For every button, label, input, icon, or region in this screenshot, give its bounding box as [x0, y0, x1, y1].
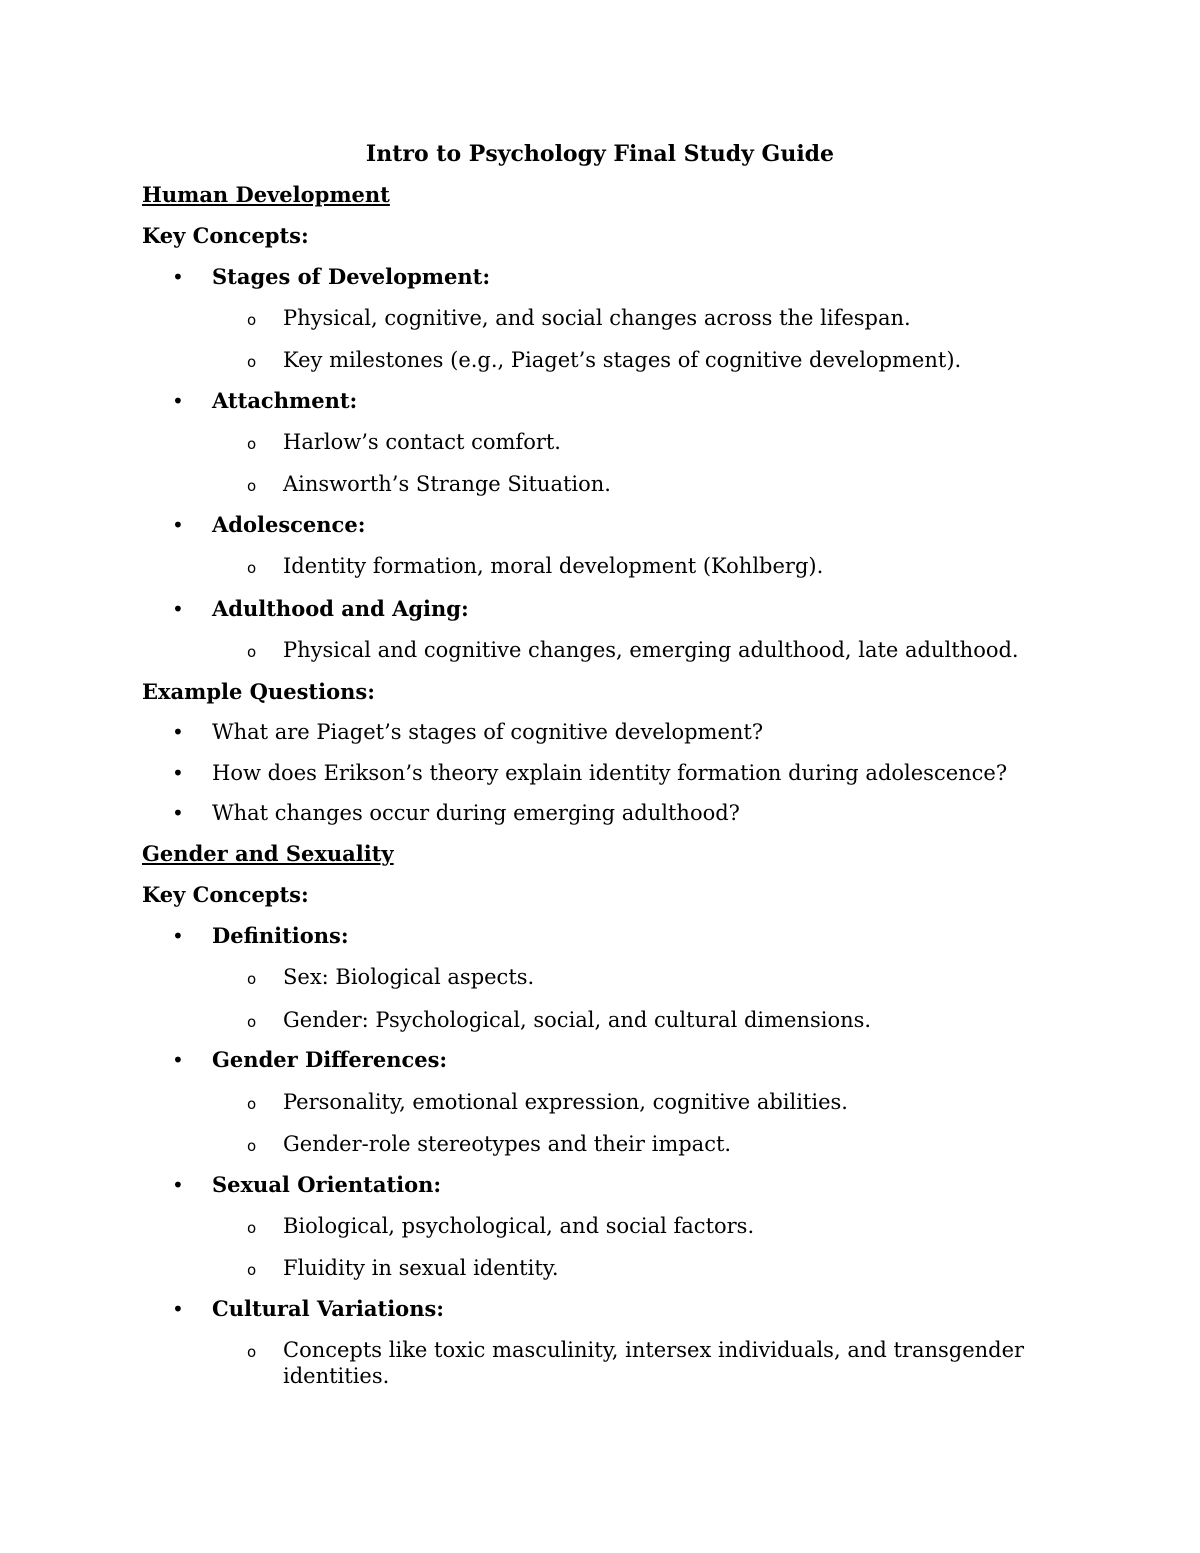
concept-label: Sexual Orientation:: [212, 1172, 442, 1197]
sub-item-text: Gender-role stereotypes and their impact.: [283, 1132, 732, 1156]
circle-bullet-icon: o: [247, 477, 257, 495]
circle-bullet-icon: o: [247, 643, 257, 661]
sub-item-text: Physical, cognitive, and social changes across the lifespan.: [283, 306, 911, 330]
concept-label: Adulthood and Aging:: [212, 596, 469, 621]
sub-item-text: Identity formation, moral development (Kohlberg).: [283, 554, 824, 578]
concept-label: Gender Differences:: [212, 1047, 448, 1072]
sub-item-text: Ainsworth’s Strange Situation.: [283, 472, 611, 496]
circle-bullet-icon: o: [247, 1261, 257, 1279]
question-text: How does Erikson’s theory explain identity formation during adolescence?: [212, 761, 1008, 785]
question-text: What changes occur during emerging adulthood?: [212, 801, 740, 825]
sub-item-text: Fluidity in sexual identity.: [283, 1256, 559, 1280]
sub-item-text: Concepts like toxic masculinity, intersex individuals, and transgender identities.: [283, 1338, 1025, 1388]
sub-item-text: Key milestones (e.g., Piaget’s stages of cognitive development).: [283, 348, 962, 372]
key-concepts-label: Key Concepts:: [142, 882, 309, 907]
concept-label: Definitions:: [212, 923, 349, 948]
key-concepts-label: Key Concepts:: [142, 223, 309, 248]
circle-bullet-icon: o: [247, 1013, 257, 1031]
page-title: Intro to Psychology Final Study Guide: [365, 141, 835, 167]
bullet-icon: •: [172, 1173, 184, 1197]
circle-bullet-icon: o: [247, 311, 257, 329]
section-heading-gender-and-sexuality: Gender and Sexuality: [142, 841, 394, 866]
circle-bullet-icon: o: [247, 1095, 257, 1113]
circle-bullet-icon: o: [247, 1219, 257, 1237]
bullet-icon: •: [172, 801, 184, 825]
bullet-icon: •: [172, 924, 184, 948]
bullet-icon: •: [172, 1048, 184, 1072]
circle-bullet-icon: o: [247, 1137, 257, 1155]
concept-label: Stages of Development:: [212, 264, 491, 289]
circle-bullet-icon: o: [247, 435, 257, 453]
sub-item-text: Personality, emotional expression, cognitive abilities.: [283, 1090, 848, 1114]
sub-item-text: Sex: Biological aspects.: [283, 965, 535, 989]
sub-item-text: Biological, psychological, and social factors.: [283, 1214, 755, 1238]
concept-label: Attachment:: [212, 388, 358, 413]
concept-label: Adolescence:: [212, 512, 366, 537]
example-questions-label: Example Questions:: [142, 679, 375, 704]
question-text: What are Piaget’s stages of cognitive development?: [212, 720, 764, 744]
section-heading-human-development: Human Development: [142, 182, 390, 207]
bullet-icon: •: [172, 597, 184, 621]
circle-bullet-icon: o: [247, 1343, 257, 1361]
bullet-icon: •: [172, 720, 184, 744]
circle-bullet-icon: o: [247, 970, 257, 988]
sub-item-text: Physical and cognitive changes, emerging adulthood, late adulthood.: [283, 638, 1019, 662]
bullet-icon: •: [172, 513, 184, 537]
bullet-icon: •: [172, 761, 184, 785]
sub-item-text: Harlow’s contact comfort.: [283, 430, 561, 454]
bullet-icon: •: [172, 1297, 184, 1321]
circle-bullet-icon: o: [247, 559, 257, 577]
bullet-icon: •: [172, 389, 184, 413]
concept-label: Cultural Variations:: [212, 1296, 445, 1321]
circle-bullet-icon: o: [247, 353, 257, 371]
sub-item-text: Gender: Psychological, social, and cultural dimensions.: [283, 1008, 872, 1032]
bullet-icon: •: [172, 265, 184, 289]
